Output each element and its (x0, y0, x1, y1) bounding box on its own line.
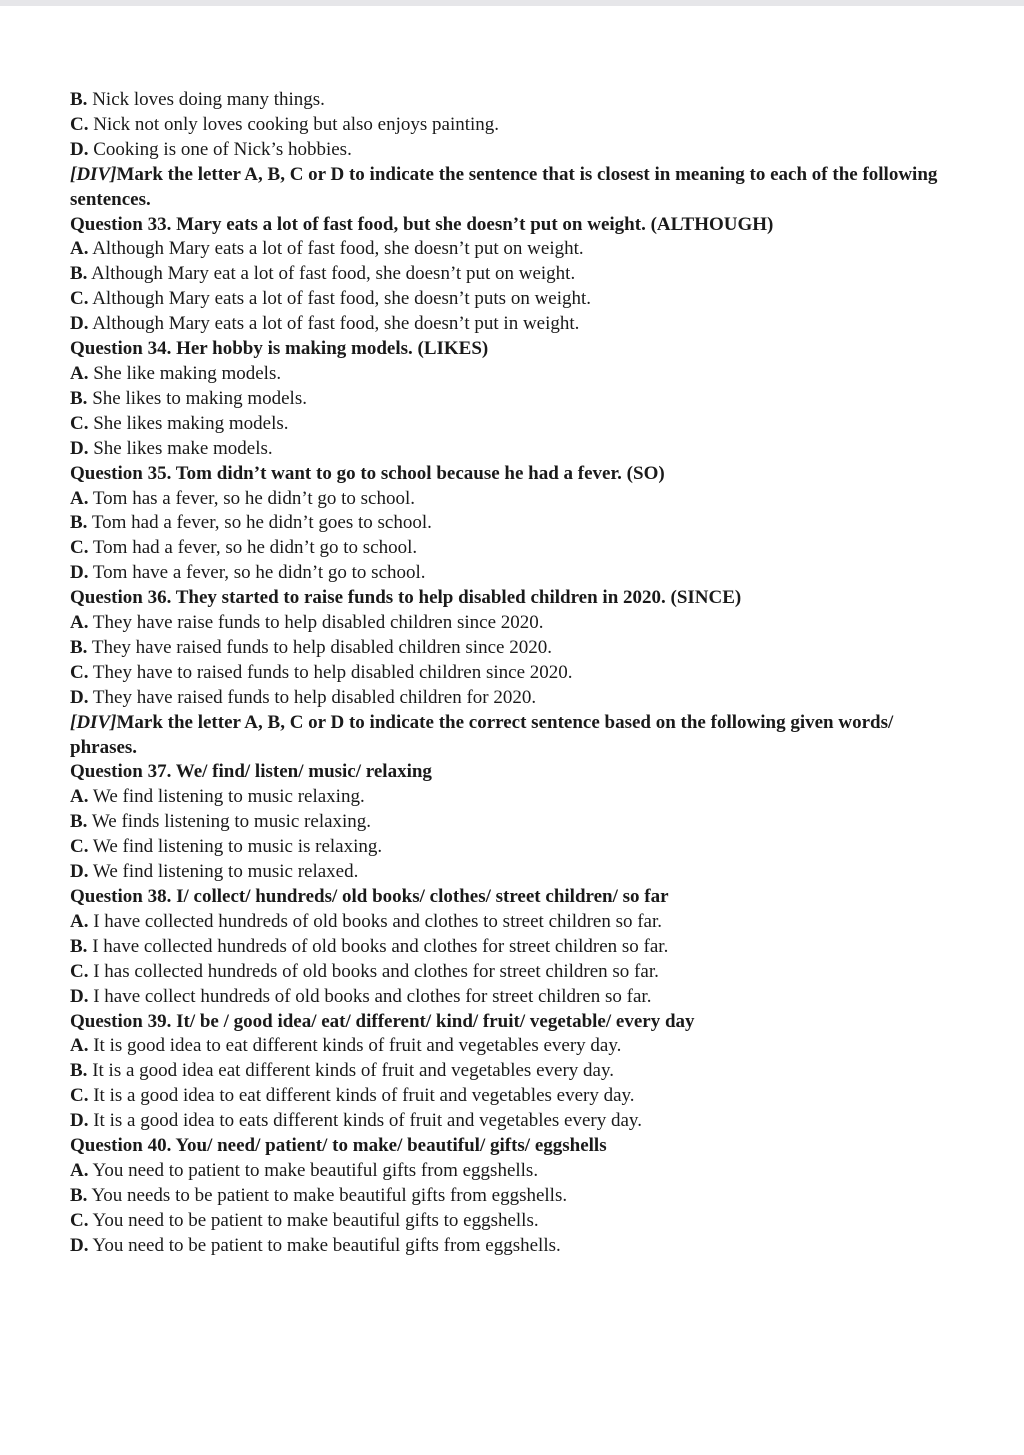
q34-option-a (70, 362, 965, 387)
option-letter: D. (70, 1110, 89, 1132)
option-letter: C. (70, 537, 89, 559)
option-letter: A. (70, 612, 89, 634)
q33-option-d (70, 312, 965, 337)
option-text: They have raised funds to help disabled children for 2020. (92, 686, 537, 708)
question-33: Question 33. Mary eats a lot of fast food, but she doesn’t put on weight. (ALTHOUGH) (70, 213, 774, 235)
top-strip (0, 0, 1024, 6)
q37-option-b (70, 810, 965, 835)
q38-option-d (70, 985, 965, 1010)
option-text: It is good idea to eat different kinds of fruit and vegetables every day. (93, 1035, 622, 1057)
option-text: Although Mary eats a lot of fast food, she doesn’t put in weight. (92, 313, 580, 335)
q39-option-d (70, 1109, 965, 1134)
option-text: I have collected hundreds of old books and clothes for street children so far. (92, 935, 669, 957)
question-37: Question 37. We/ find/ listen/ music/ relaxing (70, 761, 432, 783)
q34-option-c (70, 412, 965, 437)
option-letter: B. (70, 387, 88, 409)
option-letter: C. (70, 1209, 89, 1231)
option-letter: B. (70, 1060, 88, 1082)
q35-option-a (70, 487, 965, 512)
q33-option-b (70, 262, 965, 287)
q39-option-c (70, 1084, 965, 1109)
option-text: Nick loves doing many things. (92, 89, 325, 110)
option-letter: C. (70, 288, 89, 310)
option-text: Although Mary eats a lot of fast food, she doesn’t put on weight. (92, 238, 584, 260)
question-35: Question 35. Tom didn’t want to go to school because he had a fever. (SO) (70, 462, 665, 484)
q33-option-a (70, 237, 965, 262)
section-instruction-text: Mark the letter A, B, C or D to indicate the correct sentence based on the following given words/ phrases. (70, 711, 894, 758)
q38-option-c (70, 960, 965, 985)
q40-option-c (70, 1209, 965, 1234)
option-text: Tom has a fever, so he didn’t go to school. (92, 487, 415, 509)
option-letter: B. (70, 935, 88, 957)
option-text: Although Mary eat a lot of fast food, she doesn’t put on weight. (91, 263, 576, 285)
option-text: I have collect hundreds of old books and clothes for street children so far. (93, 985, 652, 1007)
option-text: They have raise funds to help disabled children since 2020. (92, 612, 544, 634)
option-letter: A. (70, 786, 89, 808)
option-letter: C. (70, 412, 89, 434)
option-text: We find listening to music is relaxing. (92, 836, 383, 858)
option-letter: A. (70, 1035, 89, 1057)
q38-option-b (70, 935, 965, 960)
option-text: She likes to making models. (92, 387, 307, 409)
option-letter: B. (70, 89, 88, 110)
q36-option-a (70, 611, 965, 636)
question-36: Question 36. They started to raise funds to help disabled children in 2020. (SINCE) (70, 587, 742, 609)
q36-option-b (70, 636, 965, 661)
option-text: Tom had a fever, so he didn’t go to school. (92, 537, 418, 559)
option-text: You need to be patient to make beautiful gifts from eggshells. (92, 1234, 561, 1256)
option-letter: C. (70, 960, 89, 982)
option-text: She likes making models. (93, 412, 289, 434)
option-letter: C. (70, 1085, 89, 1107)
question-38: Question 38. I/ collect/ hundreds/ old books/ clothes/ street children/ so far (70, 886, 669, 907)
q38-option-a (70, 910, 965, 935)
q36-option-d (70, 686, 965, 711)
option-letter: D. (70, 985, 89, 1007)
option-text: We find listening to music relaxed. (92, 861, 359, 883)
option-letter: D. (70, 1234, 89, 1256)
q35-option-d (70, 561, 965, 586)
q34-option-b (70, 387, 965, 412)
option-letter: A. (70, 238, 89, 260)
q37-option-d (70, 860, 965, 885)
option-text: They have to raised funds to help disabled children since 2020. (92, 661, 573, 683)
option-letter: D. (70, 313, 89, 335)
option-letter: D. (70, 138, 89, 160)
option-text: She like making models. (93, 362, 282, 384)
q40-option-d (70, 1234, 965, 1259)
option-letter: D. (70, 562, 89, 584)
option-text: I have collected hundreds of old books and clothes to street children so far. (93, 910, 663, 932)
option-letter: B. (70, 636, 88, 658)
option-letter: D. (70, 861, 89, 883)
option-letter: B. (70, 512, 88, 534)
q37-option-a (70, 785, 965, 810)
option-c-prev (70, 113, 965, 138)
q35-option-b (70, 511, 965, 536)
worksheet-page (70, 88, 965, 1259)
option-letter: B. (70, 811, 88, 833)
option-letter: D. (70, 437, 89, 459)
option-letter: B. (70, 1184, 88, 1206)
option-letter: C. (70, 661, 89, 683)
option-letter: D. (70, 686, 89, 708)
section-instruction-1 (70, 163, 965, 213)
option-letter: C. (70, 836, 89, 858)
section-label: [DIV] (70, 711, 117, 733)
option-letter: A. (70, 362, 89, 384)
option-text: We find listening to music relaxing. (92, 786, 365, 808)
q37-option-c (70, 835, 965, 860)
option-text: You need to be patient to make beautiful gifts to eggshells. (92, 1209, 539, 1231)
q33-option-c (70, 287, 965, 312)
q36-option-c (70, 661, 965, 686)
option-text: Nick not only loves cooking but also enjoys painting. (93, 113, 500, 135)
option-text: It is a good idea to eat different kinds of fruit and vegetables every day. (93, 1085, 635, 1107)
option-text: Although Mary eats a lot of fast food, she doesn’t puts on weight. (92, 288, 592, 310)
q39-option-b (70, 1059, 965, 1084)
q35-option-c (70, 536, 965, 561)
option-text: Tom have a fever, so he didn’t go to school. (92, 562, 426, 584)
section-instruction-2 (70, 711, 965, 761)
option-text: She likes make models. (93, 437, 273, 459)
q39-option-a (70, 1034, 965, 1059)
question-34: Question 34. Her hobby is making models. (LIKES) (70, 338, 489, 360)
option-text: I has collected hundreds of old books and clothes for street children so far. (93, 960, 659, 982)
option-letter: A. (70, 910, 89, 932)
option-text: It is a good idea eat different kinds of fruit and vegetables every day. (92, 1060, 614, 1082)
option-text: We finds listening to music relaxing. (91, 811, 372, 833)
option-text: Tom had a fever, so he didn’t goes to school. (91, 512, 432, 534)
option-b-prev (70, 88, 965, 113)
option-text: You needs to be patient to make beautiful gifts from eggshells. (91, 1184, 568, 1206)
option-letter: C. (70, 113, 89, 135)
q40-option-b (70, 1184, 965, 1209)
option-text: Cooking is one of Nick’s hobbies. (93, 138, 352, 160)
option-letter: B. (70, 263, 88, 285)
question-40: Question 40. You/ need/ patient/ to make/ beautiful/ gifts/ eggshells (70, 1135, 607, 1157)
section-label: [DIV] (70, 163, 117, 185)
option-letter: A. (70, 487, 89, 509)
question-39: Question 39. It/ be / good idea/ eat/ different/ kind/ fruit/ vegetable/ every day (70, 1010, 695, 1032)
option-text: It is a good idea to eats different kinds of fruit and vegetables every day. (93, 1110, 642, 1132)
section-instruction-text: Mark the letter A, B, C or D to indicate the sentence that is closest in meaning to each of the following sentences. (70, 163, 938, 210)
option-letter: A. (70, 1159, 89, 1181)
option-d-prev (70, 138, 965, 163)
option-text: They have raised funds to help disabled children since 2020. (91, 636, 552, 658)
q40-option-a (70, 1159, 965, 1184)
q34-option-d (70, 437, 965, 462)
option-text: You need to patient to make beautiful gifts from eggshells. (92, 1159, 539, 1181)
